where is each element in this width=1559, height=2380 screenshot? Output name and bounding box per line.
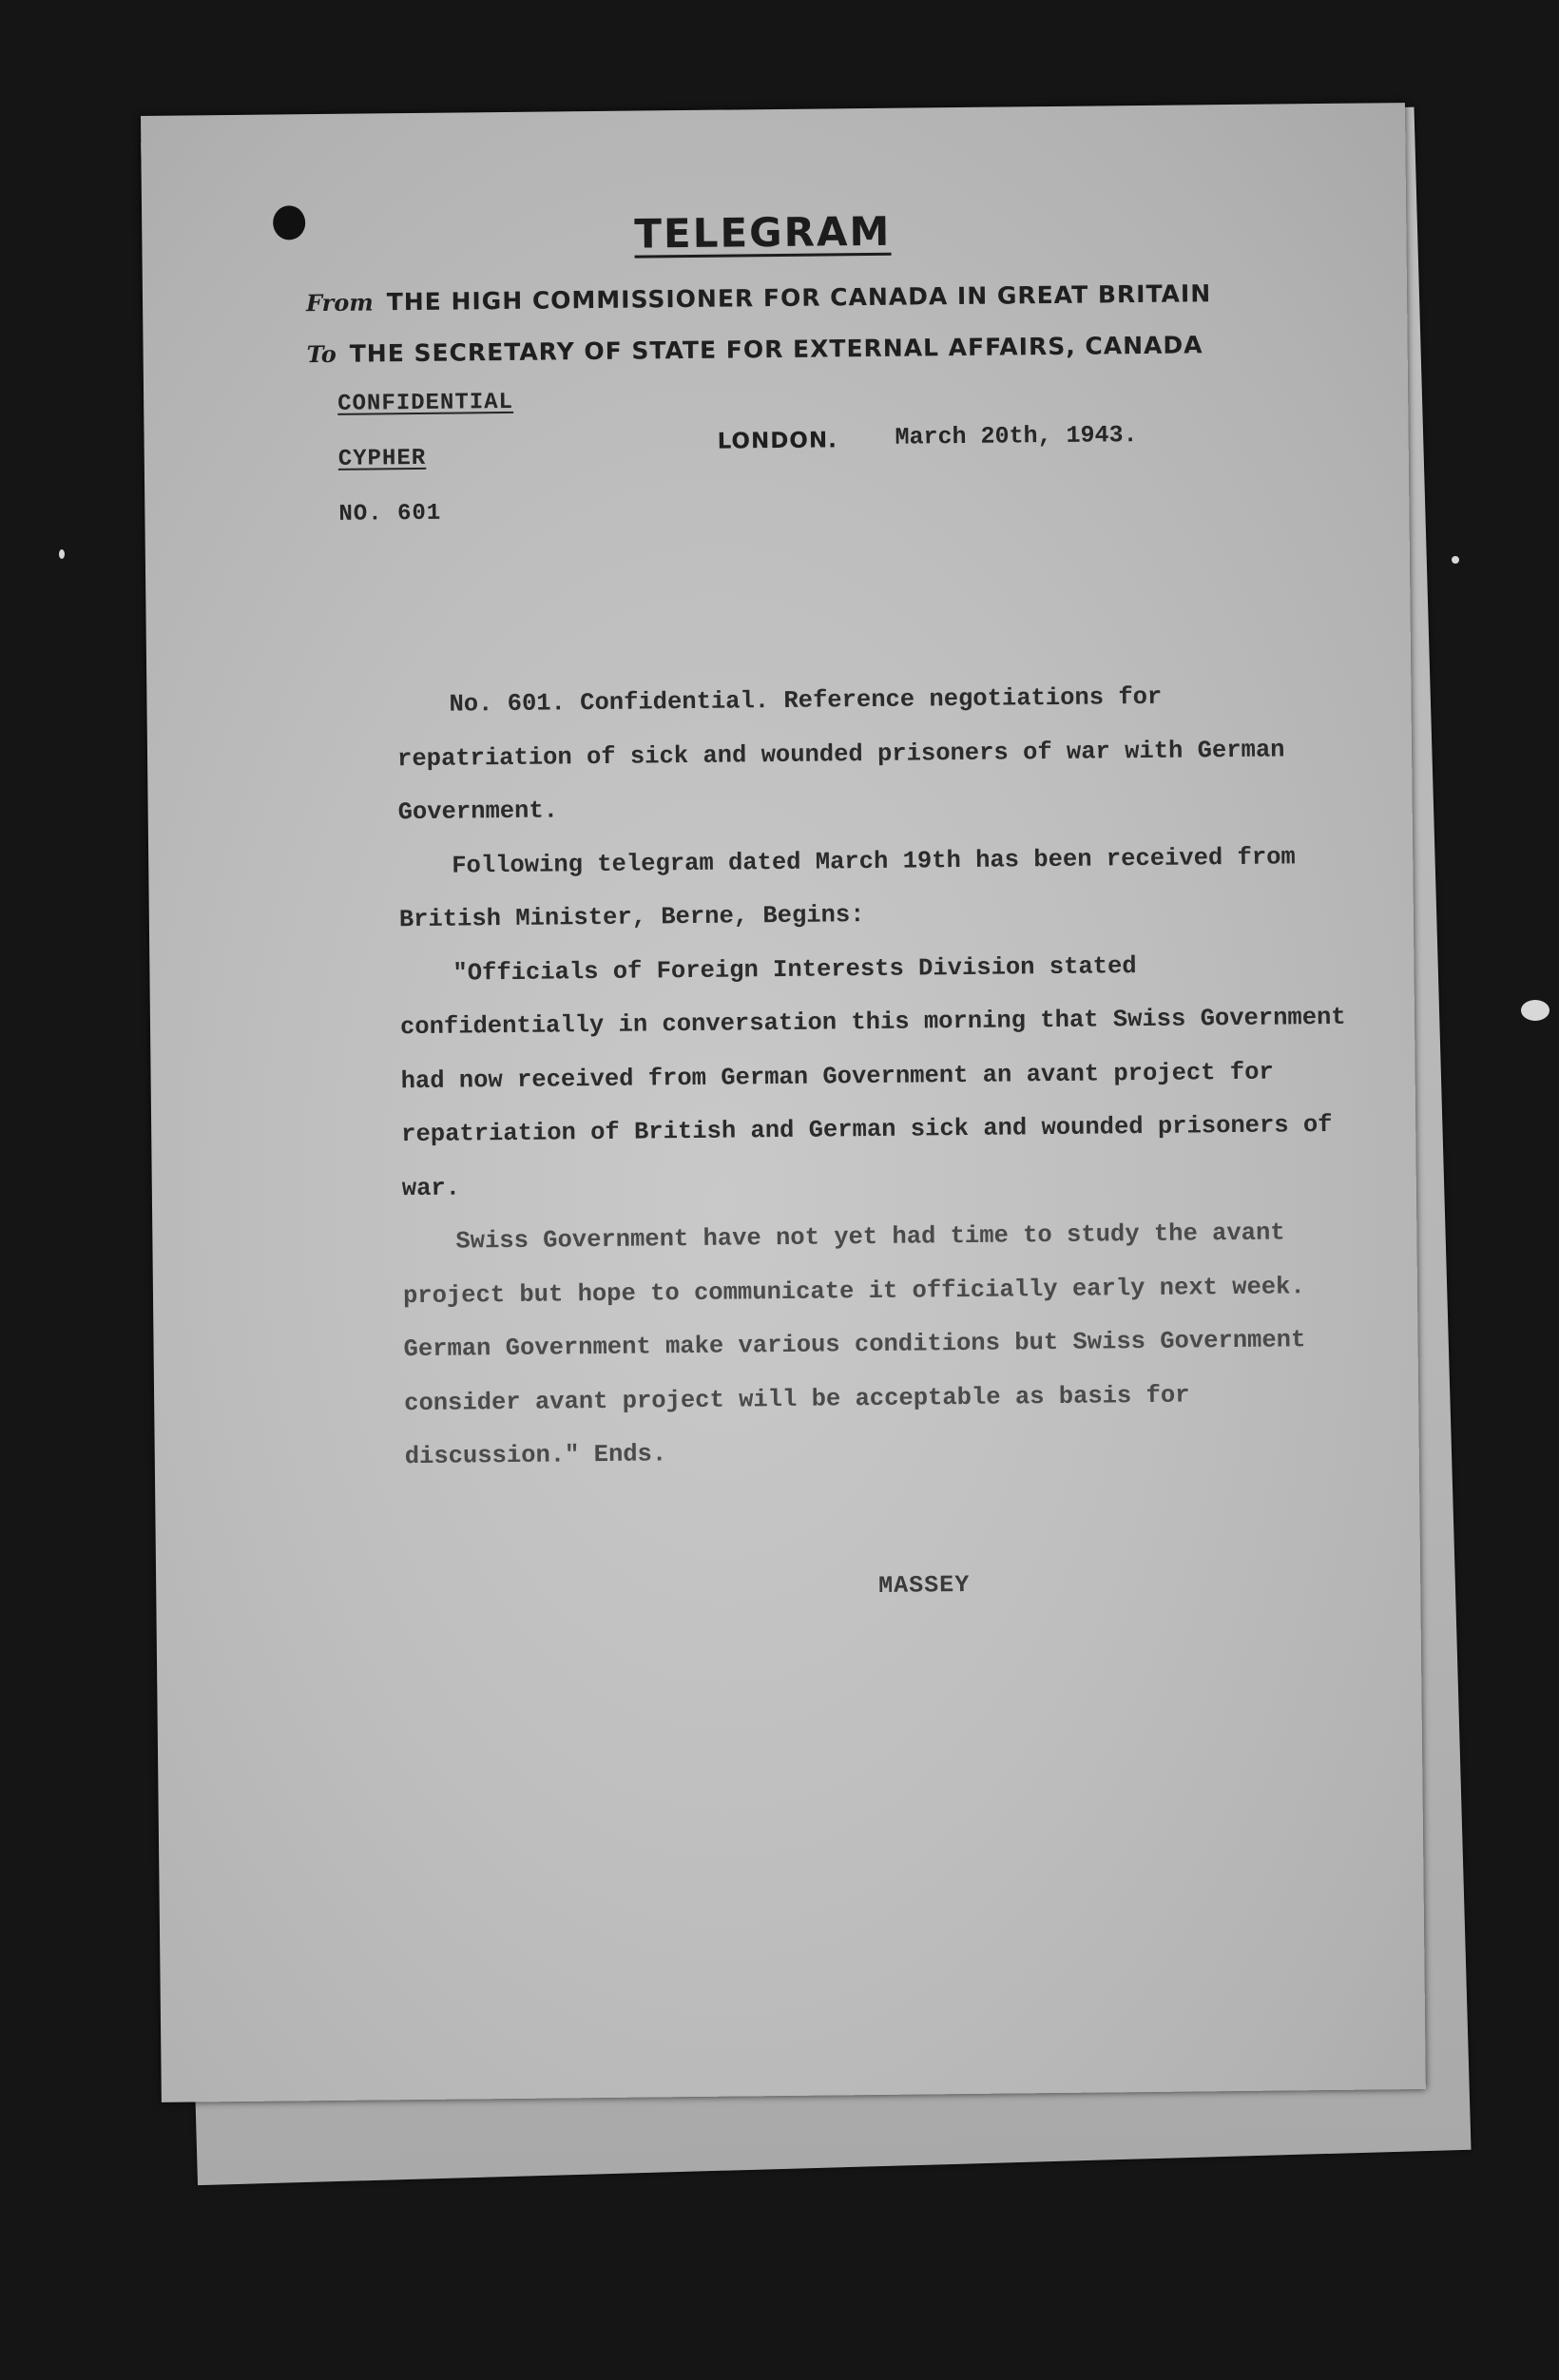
telegram-number: NO. 601	[338, 500, 442, 528]
signature: MASSEY	[878, 1570, 971, 1600]
film-speck	[1521, 1000, 1549, 1021]
punch-hole	[273, 205, 305, 240]
telegram-page	[141, 103, 1426, 2102]
message-body	[396, 669, 1356, 1485]
paragraph: Following telegram dated March 19th has been received from British Minister, Berne, Begins:	[398, 842, 1296, 934]
from-line	[306, 279, 1211, 317]
location: LONDON.	[717, 428, 838, 454]
film-speck	[1452, 556, 1459, 564]
paragraph: Swiss Government have not yet had time to study the avant project but hope to communicate it officially early next week. German Government make various conditions but Swiss Government consider avant project will be acceptable as basis for discussion." Ends.	[402, 1219, 1306, 1471]
classification-stamp: CONFIDENTIAL	[337, 389, 514, 417]
document-title: TELEGRAM	[634, 207, 892, 258]
paragraph: No. 601. Confidential. Reference negotiations for repatriation of sick and wounded prisoners of war with German Government.	[396, 682, 1285, 827]
film-speck	[59, 549, 65, 559]
paragraph: "Officials of Foreign Interests Division stated confidentially in conversation this morning that Swiss Government had now received from German Government an avant project for repatriation of British and German sick and wounded prisoners of war.	[399, 951, 1346, 1202]
cypher-stamp: CYPHER	[337, 445, 427, 472]
date: March 20th, 1943.	[895, 421, 1138, 451]
from-label: From	[305, 288, 374, 317]
to-line	[306, 331, 1203, 368]
to-label: To	[306, 339, 337, 369]
from-text: THE HIGH COMMISSIONER FOR CANADA IN GREAT BRITAIN	[386, 279, 1212, 317]
to-text: THE SECRETARY OF STATE FOR EXTERNAL AFFAIRS, CANADA	[349, 331, 1203, 368]
